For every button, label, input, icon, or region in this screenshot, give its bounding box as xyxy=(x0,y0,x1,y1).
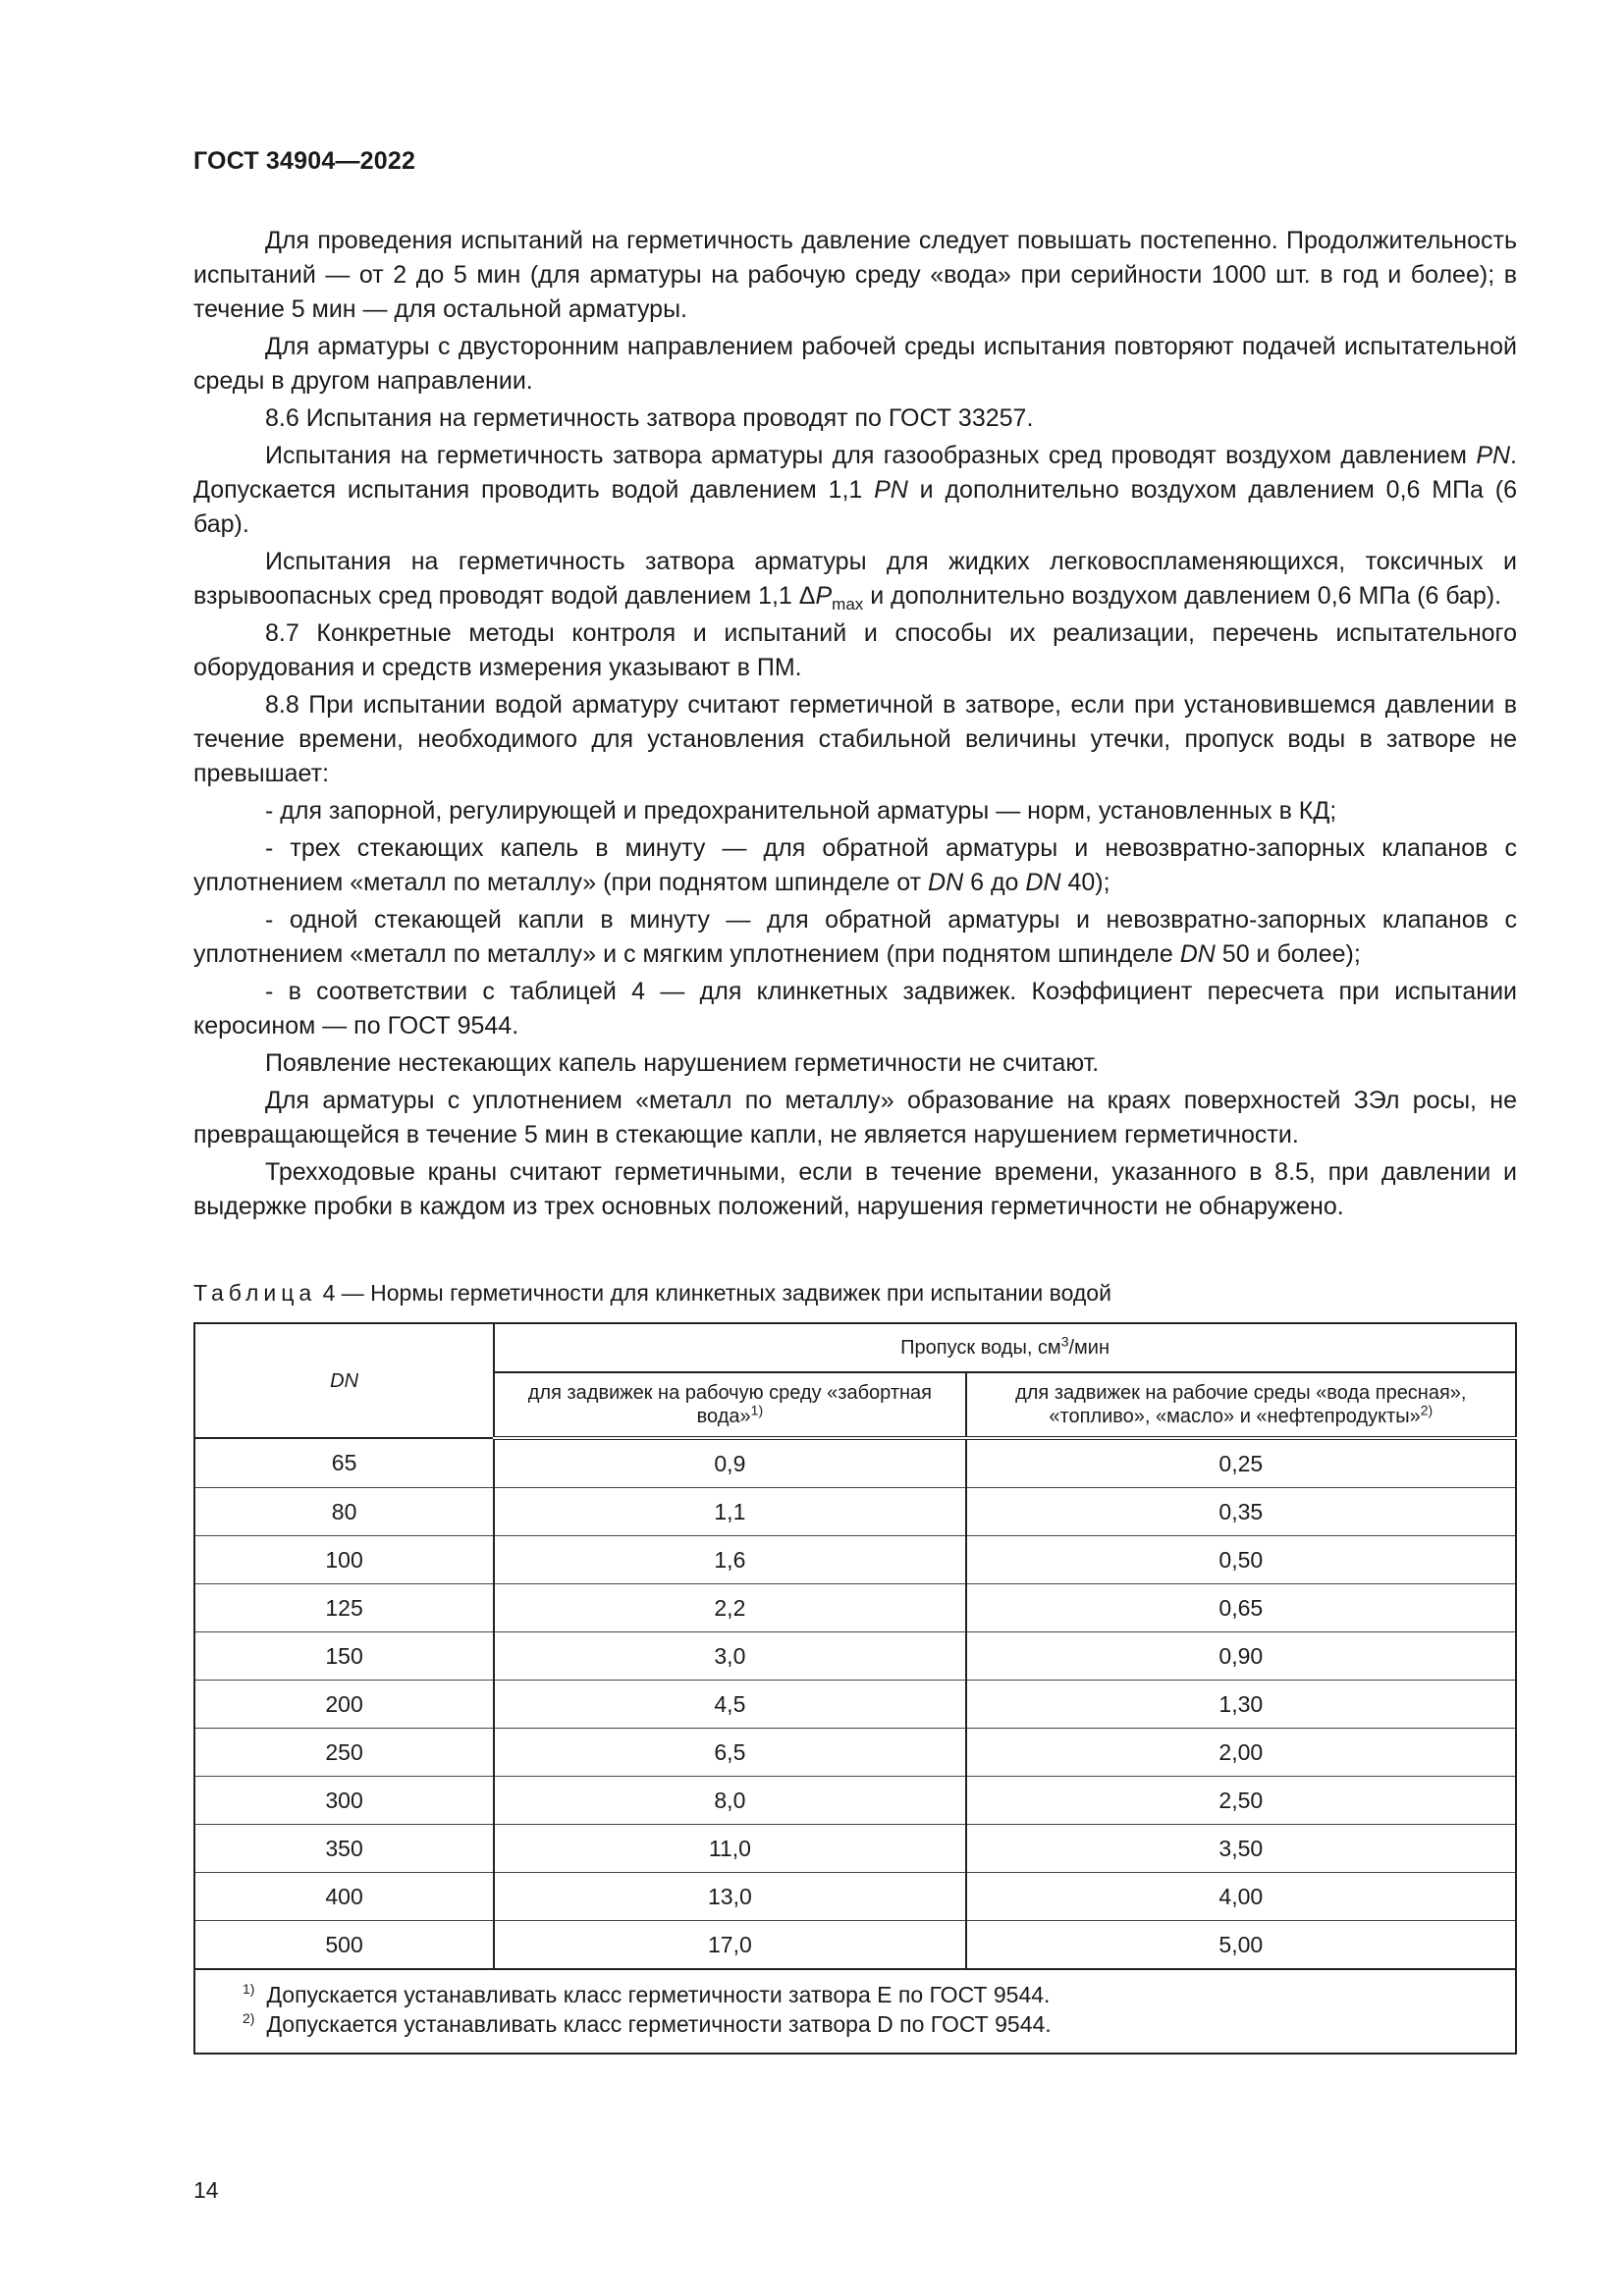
tightness-norms-table xyxy=(193,1322,1517,2055)
table-cell-b: 3,50 xyxy=(966,1825,1516,1873)
column-header-water-leakage: Пропуск воды, $см^3$/мин xyxy=(494,1323,1516,1372)
table-cell-a: 1,1 xyxy=(494,1488,965,1536)
column-header-freshwater-fuel: для задвижек на рабочие среды «вода пресная», «топливо», «масло» и «нефтепродукты»$^{2)}$ xyxy=(966,1372,1516,1438)
list-item: - в соответствии с таблицей 4 — для клинкетных задвижек. Коэффициент пересчета при испытании керосином — по ГОСТ 9544. xyxy=(193,978,1517,1040)
column-header-dn: DN xyxy=(194,1323,494,1438)
table-cell-b: 1,30 xyxy=(966,1681,1516,1729)
table-cell-b: 5,00 xyxy=(966,1921,1516,1970)
column-header-seawater: для задвижек на рабочую среду «забортная вода»$^{1)}$ xyxy=(494,1372,965,1438)
paragraph: Трехходовые краны считают герметичными, если в течение времени, указанного в 8.5, при давлении и выдержке пробки в каждом из трех основных положений, нарушения герметичности не обнаружено. xyxy=(193,1158,1517,1220)
table-cell-b: 2,00 xyxy=(966,1729,1516,1777)
table-cell-a: 4,5 xyxy=(494,1681,965,1729)
table-cell-b: 0,65 xyxy=(966,1584,1516,1632)
table-cell-dn: 80 xyxy=(194,1488,494,1536)
table-cell-b: 0,90 xyxy=(966,1632,1516,1681)
table-caption: Таблица 4 — Нормы герметичности для клинкетных задвижек при испытании водой xyxy=(193,1280,1111,1306)
footnote-text: Допускается устанавливать класс герметичности затвора E по ГОСТ 9544. xyxy=(266,1982,1051,2007)
table-row xyxy=(194,1536,1516,1584)
table-cell-a: 11,0 xyxy=(494,1825,965,1873)
footnote: $^{1)}$ Допускается устанавливать класс герметичности затвора E по ГОСТ 9544. xyxy=(243,1981,1051,2007)
footnote: $^{2)}$ Допускается устанавливать класс герметичности затвора D по ГОСТ 9544. xyxy=(243,2010,1052,2037)
table-row xyxy=(194,1438,1516,1488)
table-cell-a: 2,2 xyxy=(494,1584,965,1632)
table-row xyxy=(194,1488,1516,1536)
paragraph: Для проведения испытаний на герметичность давление следует повышать постепенно. Продолжительность испытаний — от 2 до 5 мин (для арматуры на рабочую среду «вода» при серийности 1000 шт. в год и более); в течение 5 мин — для остальной арматуры. xyxy=(193,227,1517,323)
table-cell-dn: 125 xyxy=(194,1584,494,1632)
table-cell-dn: 250 xyxy=(194,1729,494,1777)
table-cell-a: 8,0 xyxy=(494,1777,965,1825)
paragraph: 8.6 Испытания на герметичность затвора проводят по ГОСТ 33257. xyxy=(265,404,1034,432)
paragraph: Испытания на герметичность затвора арматуры для жидких легковоспламеняющихся, токсичных и взрывоопасных сред проводят водой давлением 1,1 $\Delta P_{max}$ и дополнительно воздухом давлением 0,6 МПа (6 бар). xyxy=(193,548,1517,614)
table-footnotes xyxy=(194,1969,1516,2054)
footnotes-cell xyxy=(194,1969,1516,2054)
document-body xyxy=(193,224,1517,1227)
table-cell-a: 3,0 xyxy=(494,1632,965,1681)
table-row xyxy=(194,1632,1516,1681)
paragraph: 8.8 При испытании водой арматуру считают герметичной в затворе, если при установившемся давлении в течение времени, необходимого для установления стабильной величины утечки, пропуск воды в затворе не превышает: xyxy=(193,691,1517,787)
list-item: - для запорной, регулирующей и предохранительной арматуры — норм, установленных в КД; xyxy=(265,797,1337,825)
table-cell-a: 6,5 xyxy=(494,1729,965,1777)
paragraph: 8.7 Конкретные методы контроля и испытаний и способы их реализации, перечень испытательного оборудования и средств измерения указывают в ПМ. xyxy=(193,619,1517,681)
paragraph: Для арматуры с двусторонним направлением рабочей среды испытания повторяют подачей испытательной среды в другом направлении. xyxy=(193,333,1517,395)
table-row xyxy=(194,1729,1516,1777)
table-cell-b: 2,50 xyxy=(966,1777,1516,1825)
table-cell-dn: 300 xyxy=(194,1777,494,1825)
table-cell-a: 0,9 xyxy=(494,1438,965,1488)
table-cell-dn: 400 xyxy=(194,1873,494,1921)
table-row xyxy=(194,1873,1516,1921)
table-cell-a: 17,0 xyxy=(494,1921,965,1970)
list-item: - одной стекающей капли в минуту — для обратной арматуры и невозвратно-запорных клапанов с уплотнением «металл по металлу» и с мягким уплотнением (при поднятом шпинделе DN 50 и более); xyxy=(193,906,1517,968)
table-row xyxy=(194,1777,1516,1825)
paragraph: Испытания на герметичность затвора арматуры для газообразных сред проводят воздухом давлением PN. Допускается испытания проводить водой давлением 1,1 PN и дополнительно воздухом давлением 0,6 МПа (6 бар). xyxy=(193,442,1517,538)
table-cell-dn: 100 xyxy=(194,1536,494,1584)
table-row xyxy=(194,1584,1516,1632)
table-cell-b: 4,00 xyxy=(966,1873,1516,1921)
document-header: ГОСТ 34904—2022 xyxy=(193,147,416,175)
table-row xyxy=(194,1921,1516,1970)
table-cell-dn: 500 xyxy=(194,1921,494,1970)
table-cell-a: 1,6 xyxy=(494,1536,965,1584)
paragraph: Для арматуры с уплотнением «металл по металлу» образование на краях поверхностей ЗЭл росы, не превращающейся в течение 5 мин в стекающие капли, не является нарушением герметичности. xyxy=(193,1087,1517,1148)
table-cell-dn: 150 xyxy=(194,1632,494,1681)
table-cell-b: 0,25 xyxy=(966,1438,1516,1488)
table-cell-dn: 65 xyxy=(194,1438,494,1488)
list-item: - трех стекающих капель в минуту — для обратной арматуры и невозвратно-запорных клапанов с уплотнением «металл по металлу» (при поднятом шпинделе от DN 6 до DN 40); xyxy=(193,834,1517,896)
table-cell-dn: 350 xyxy=(194,1825,494,1873)
footnote-text: Допускается устанавливать класс герметичности затвора D по ГОСТ 9544. xyxy=(266,2011,1052,2037)
table-cell-a: 13,0 xyxy=(494,1873,965,1921)
table-cell-b: 0,35 xyxy=(966,1488,1516,1536)
table-cell-dn: 200 xyxy=(194,1681,494,1729)
table-cell-b: 0,50 xyxy=(966,1536,1516,1584)
paragraph: Появление нестекающих капель нарушением герметичности не считают. xyxy=(265,1049,1100,1077)
table-row xyxy=(194,1681,1516,1729)
page-number: 14 xyxy=(193,2177,219,2203)
table-row xyxy=(194,1825,1516,1873)
